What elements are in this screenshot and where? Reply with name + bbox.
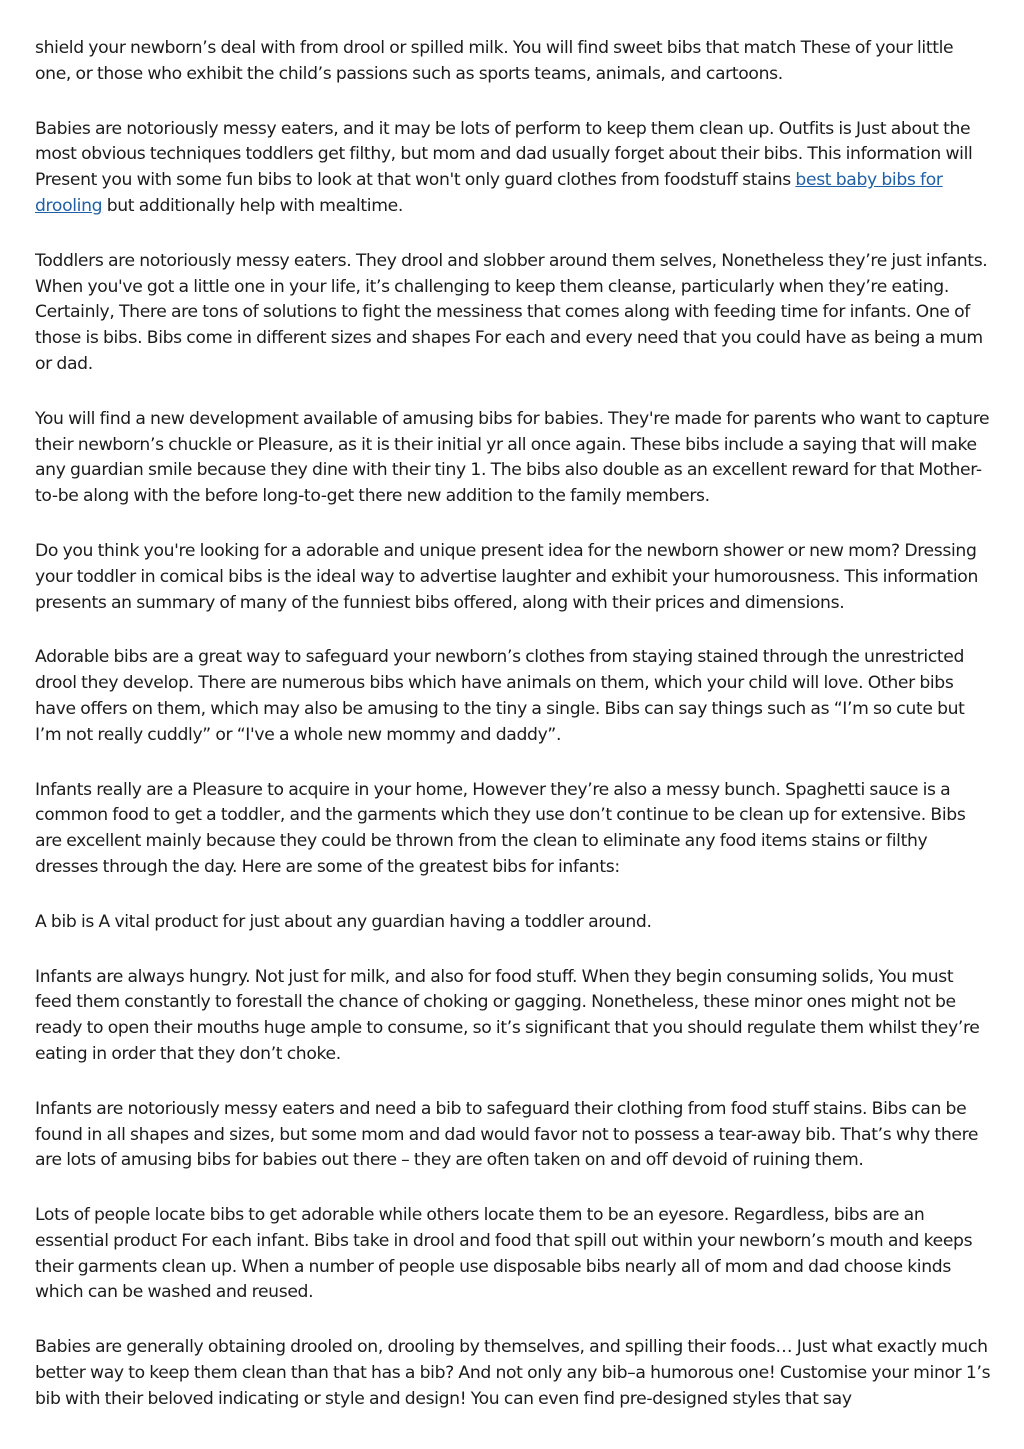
- paragraph-2-text-before: Babies are notoriously messy eaters, and it may be lots of perform to keep them clean up. Outfits is Just about the most obvious techniques toddlers get filthy, but mom and dad usually forget about their bibs. This information will Present you with some fun bibs to look at that won't only guard clothes from foodstuff stains: [35, 118, 973, 191]
- paragraph-12: Babies are generally obtaining drooled on, drooling by themselves, and spilling their foods… Just what exactly much better way to keep them clean than that has a bib? And not only any bib–a humorous one! Customise your minor 1’s bib with their beloved indicating or style and design! You can even find pre-designed styles that say: [35, 1337, 991, 1409]
- paragraph-11: Lots of people locate bibs to get adorable while others locate them to be an eyesore. Regardless, bibs are an essential product For each infant. Bibs take in drool and food that spill out within your newborn’s mouth and keeps their garments clean up. When a number of people use disposable bibs nearly all of mom and dad choose kinds which can be washed and reused.: [35, 1205, 973, 1303]
- paragraph-8: A bib is A vital product for just about any guardian having a toddler around.: [35, 911, 652, 932]
- paragraph-4: You will find a new development available of amusing bibs for babies. They're made for parents who want to capture their newborn’s chuckle or Pleasure, as it is their initial yr all once again. These bibs include a saying that will make any guardian smile because they dine with their tiny 1. The bibs also double as an excellent reward for that Mother-to-be along with the before long-to-get there new addition to the family members.: [35, 408, 990, 507]
- best-baby-bibs-link[interactable]: best baby bibs for drooling: [35, 170, 943, 216]
- paragraph-7: Infants really are a Pleasure to acquire in your home, However they’re also a messy bunch. Spaghetti sauce is a common food to get a toddler, and the garments which they use don’t continue to be clean up for extensive. Bibs are excellent mainly because they could be thrown from the clean to eliminate any food items stains or filthy dresses through the day. Here are some of the greatest bibs for infants:: [35, 779, 966, 877]
- paragraph-10: Infants are notoriously messy eaters and need a bib to safeguard their clothing from food stuff stains. Bibs can be found in all shapes and sizes, but some mom and dad would favor not to possess a tear-away bib. That’s why there are lots of amusing bibs for babies out there – they are often taken on and off devoid of ruining them.: [35, 1098, 979, 1171]
- paragraph-5: Do you think you're looking for a adorable and unique present idea for the newborn shower or new mom? Dressing your toddler in comical bibs is the ideal way to advertise laughter and exhibit your humorousness. This information presents an summary of many of the funniest bibs offered, along with their prices and dimensions.: [35, 540, 979, 613]
- paragraph-6: Adorable bibs are a great way to safeguard your newborn’s clothes from staying stained through the unrestricted drool they develop. There are numerous bibs which have animals on them, which your child will love. Other bibs have offers on them, which may also be amusing to the tiny a single. Bibs can say things such as “I’m so cute but I’m not really cuddly” or “I've a whole new mommy and daddy”.: [35, 647, 965, 745]
- document-page: [35, 36, 991, 1442]
- paragraph-9: Infants are always hungry. Not just for milk, and also for food stuff. When they begin consuming solids, You must feed them constantly to forestall the chance of choking or gagging. Nonetheless, these minor ones might not be ready to open their mouths huge ample to consume, so it’s significant that you should regulate them whilst they’re eating in order that they don’t choke.: [35, 966, 980, 1064]
- paragraph-2: [35, 117, 991, 220]
- paragraph-1: shield your newborn’s deal with from drool or spilled milk. You will find sweet bibs that match These of your little one, or those who exhibit the child’s passions such as sports teams, animals, and cartoons.: [35, 38, 954, 84]
- paragraph-3: Toddlers are notoriously messy eaters. They drool and slobber around them selves, Nonetheless they’re just infants. When you've got a little one in your life, it’s challenging to keep them cleanse, particularly when they’re eating. Certainly, There are tons of solutions to fight the messiness that comes along with feeding time for infants. One of those is bibs. Bibs come in different sizes and shapes For each and every need that you could have as being a mum or dad.: [35, 250, 988, 374]
- paragraph-2-text-after: but additionally help with mealtime.: [102, 195, 403, 216]
